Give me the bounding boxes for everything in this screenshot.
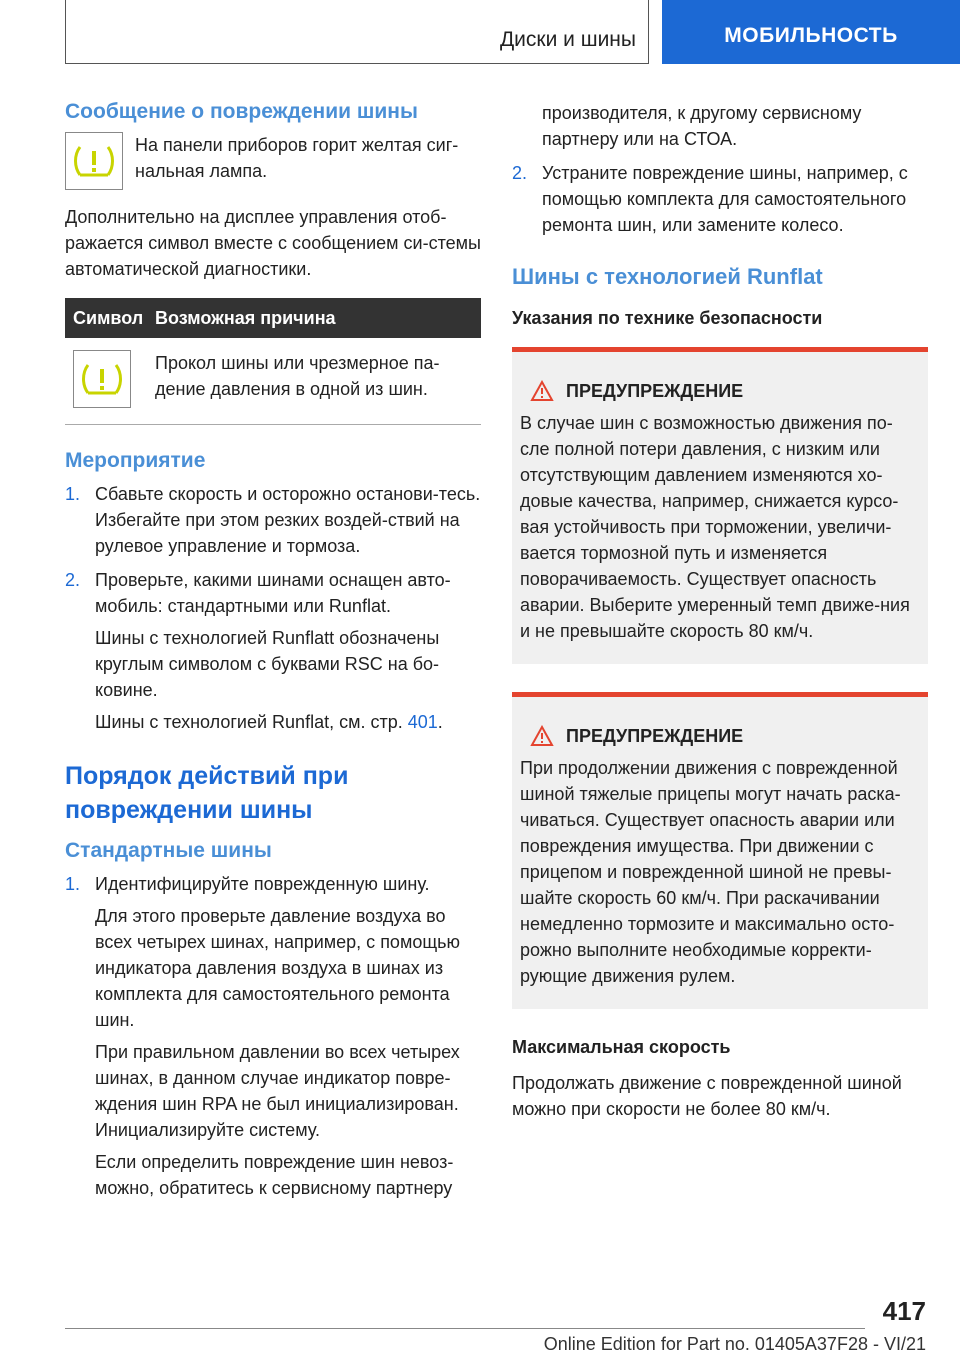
runflat-title: Шины с технологией Runflat [512, 264, 823, 289]
msg-icon-block [65, 132, 481, 190]
page-link[interactable]: 401 [407, 712, 438, 732]
table-col-cause: Возможная причина [155, 307, 336, 328]
left-column [65, 100, 481, 1201]
procedure-title: Порядок действий при повреждении шины [65, 762, 349, 824]
list-item: 1. Идентифицируйте поврежденную шину. [65, 874, 430, 894]
warning-box [512, 692, 928, 1009]
safety-title: Указания по технике безопасности [512, 308, 823, 328]
continued-text: производителя, к другому сервисному партнеру или на СТОА. [542, 103, 862, 149]
list-item: 2. Проверьте, какими шинами оснащен авто-мобиль: стандартными или Runflat. [65, 570, 451, 616]
page-number: 417 [882, 1296, 926, 1326]
msg-para: Дополнительно на дисплее управления отоб-ражается символ вместе с сообщением си-стемы автоматической диагностики. [65, 207, 481, 279]
warning-triangle-icon [530, 725, 554, 747]
footer-divider [65, 1328, 865, 1329]
table-cause-text: Прокол шины или чрезмерное па-дение давления в одной из шин. [155, 353, 440, 399]
warning-title: ПРЕДУПРЕЖДЕНИЕ [566, 380, 744, 401]
maxspeed-title: Максимальная скорость [512, 1037, 731, 1057]
warning-text: При продолжении движения с поврежденной шиной тяжелые прицепы могут начать раска-чиваться. Существует опасность аварии или повреждения имущества. При движении с прицепом и поврежденной шиной не превы-шайте скорость 60 км/ч. При раскачивании немедленно тормозите и максимально осто-рожно выполните необходимые корректи-рующие движения рулем. [520, 758, 901, 986]
header-chapter-tab[interactable]: МОБИЛЬНОСТЬ [662, 0, 960, 64]
warning-text: В случае шин с возможностью движения по-сле полной потери давления, с низким или отсутствующим давлением изменяются хо-довые качества, например, снижается курсо-вая устойчивость при торможении, увеличи-вается тормозной путь и изменяется поворачиваемость. Существует опасность аварии. Выберите умеренный темп движе-ния и не превышайте скорость 80 км/ч. [520, 413, 910, 641]
tire-pressure-warning-icon [73, 350, 131, 408]
msg-icon-text: На панели приборов горит желтая сиг-нальная лампа. [135, 135, 459, 181]
maxspeed-text: Продолжать движение с поврежденной шиной можно при скорости не более 80 км/ч. [512, 1073, 902, 1119]
list-item: 2. Устраните повреждение шины, например, с помощью комплекта для самостоятельного ремонта шин, или замените колесо. [512, 163, 908, 235]
warning-triangle-icon [530, 380, 554, 402]
measure-title: Мероприятие [65, 449, 206, 472]
warning-title: ПРЕДУПРЕЖДЕНИЕ [566, 725, 744, 746]
list-item: 1. Сбавьте скорость и осторожно останови-тесь. Избегайте при этом резких воздей-ствий на рулевое управление и тормоза. [65, 484, 481, 556]
header-section: Диски и шины [499, 28, 636, 51]
measure-sub1: Шины с технологией Runflatt обозначены круглым символом с буквами RSC на бо-ковине. [95, 628, 440, 700]
measure-sub2: Шины с технологией Runflat, см. стр. 401. [95, 712, 443, 732]
warning-box [512, 347, 928, 664]
std-sub1: Для этого проверьте давление воздуха во всех четырех шинах, например, с помощью индикатора давления воздуха в шинах из комплекта для самостоятельного ремонта шин. [95, 906, 461, 1030]
standard-title: Стандартные шины [65, 839, 272, 862]
table-col-symbol: Символ [73, 307, 144, 328]
table-row [65, 338, 481, 424]
right-column [512, 100, 928, 1122]
tire-pressure-warning-icon [65, 132, 123, 190]
table-header [65, 298, 481, 338]
std-sub3: Если определить повреждение шин невоз-можно, обратитесь к сервисному партнеру [95, 1152, 454, 1198]
msg-title: Сообщение о повреждении шины [65, 100, 418, 123]
symbol-table [65, 298, 481, 425]
std-sub2: При правильном давлении во всех четырех шинах, в данном случае индикатор повре-ждения шин RPA не был инициализирован. Инициализируйте систему. [95, 1042, 460, 1140]
footer-edition: Online Edition for Part no. 01405A37F28 - VI/21 [543, 1334, 926, 1354]
